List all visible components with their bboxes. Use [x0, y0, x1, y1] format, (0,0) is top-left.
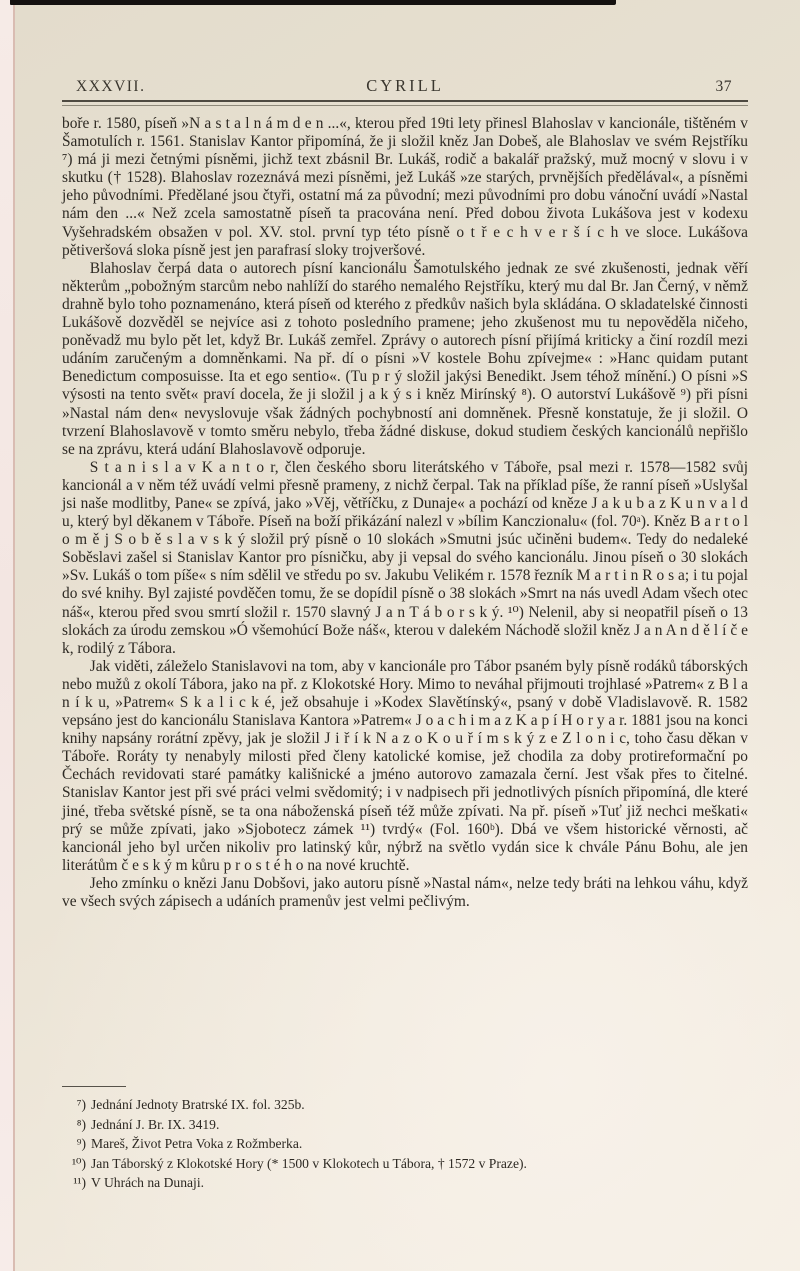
- page-number: 37: [715, 78, 732, 95]
- footnote-item: [62, 1154, 748, 1174]
- paragraph: Jak viděti, záleželo Stanislavovi na tom, aby v kancionále pro Tábor psaném byly písně rodáků táborských nebo mužů z okolí Tábora, jako na př. z Klokotské Hory. Mimo to neváhal přijmouti trojhlasé »Patrem« z B l a n í k u, »Patrem« S k a l i c k é, jež obsahuje i »Kodex Slavětínský«, psaný v době Vladislavově. R. 1582 vepsáno jest do kancionálu Stanislava Kantora »Patrem« J o a c h i m a z K a p í H o r y a r. 1881 jsou na konci knihy napsány rorátní zpěvy, jak je složil J i ř í k N a z o K o u ř í m s k ý z e Z l o n i c, toho času děkan v Táboře. Roráty ty nenabyly milosti před členy katolické komise, jež chodila za doby protireformační po Čechách revidovati staré památky kališnické a jméno autorovo zamazala černí. Jest však přes to čitelné. Stanislav Kantor jest při své práci velmi svědomitý; i v nadpisech při jednotlivých písních připomíná, dle které jiné, třeba světské písně, se ta ona náboženská píseň též může zpívati. Na př. píseň »Tuť již nechci meškati« prý se může zpívati, jako »Sjobotecz zámek ¹¹) tvrdý« (Fol. 160ᵇ). Dbá ve všem historické věrnosti, ač kancionál jeho byl určen nikoliv pro latinský kůr, nýbrž na světlo vydán sice k chvále Pánu Bohu, ale jen literátům č e s k ý m kůru p r o s t é h o na nové kruchtě.: [62, 657, 748, 874]
- footnote-item: [62, 1173, 748, 1193]
- footnote-marker: ⁹): [76, 1136, 86, 1152]
- footnote-text: Jednání J. Br. IX. 3419.: [91, 1116, 220, 1132]
- footnote-text: V Uhrách na Dunaji.: [91, 1175, 204, 1191]
- footnote-item: [62, 1134, 748, 1154]
- paragraph: Jeho zmínku o knězi Janu Dobšovi, jako autoru písně »Nastal nám«, nelze tedy bráti na lehkou váhu, když ve všech svých zápisech a udáních pramenův jest velmi pečlivým.: [62, 874, 748, 911]
- footnote-text: Jednání Jednoty Bratrské IX. fol. 325b.: [91, 1097, 305, 1112]
- page-edge-strip: [0, 0, 15, 1271]
- footnote-marker: ⁷): [76, 1097, 86, 1112]
- footnote-marker: ¹⁰): [71, 1155, 86, 1171]
- footnote-marker: ¹¹): [73, 1175, 86, 1191]
- footnote-item: [62, 1095, 748, 1115]
- paragraph: S t a n i s l a v K a n t o r, člen českého sboru literátského v Táboře, psal mezi r. 1578—1582 svůj kancionál a v něm též uvádí velmi přesně prameny, z nichž čerpal. Tak na příklad píše, že ranní píseň »Uslyšal jsi naše modlitby, Pane« se zpívá, jako »Věj, větříčku, z Dunaje« a pochází od kněze J a k u b a z K u n v a l d u, který byl děkanem v Táboře. Píseň na boží přikázání nalezl v »bílim Kanczionalu« (fol. 70ᵃ). Kněz B a r t o l o m ě j S o b ě s l a v s k ý složil prý písně o 10 slokách »Smutni jsúc učiněni budem«. Tedy do nedaleké Soběslavi zašel si Stanislav Kantor pro písničku, aby ji vepsal do svého kancionálu. Jinou píseň o 30 slokách »Sv. Lukáš o tom píše« s ním sdělil ve středu po sv. Jakubu Velikém r. 1578 řezník M a r t i n R o s a; i tu pojal do své knihy. Byl zajisté povděčen tomu, že se dopídil písně o 38 slokách »Smrt na nás uvedl Adam všech otec náš«, kterou před svou smrtí složil r. 1570 slavný J a n T á b o r s k ý. ¹⁰) Nelenil, aby si neopatřil píseň o 13 slokách za úrodu zemskou »Ó všemohúcí Bože náš«, kterou v dalekém Náchodě složil kněz J a n A n d ě l í č e k, rodilý z Tábora.: [62, 458, 748, 657]
- paragraph: boře r. 1580, píseň »N a s t a l n á m d e n ...«, kterou před 19ti lety přinesl Blahoslav v kancionále, tištěném v Šamotulích r. 1561. Stanislav Kantor připomíná, že ji složil kněz Jan Dobeš, ale Blahoslav ve svém Rejstříku ⁷) má ji mezi četnými písněmi, jichž text zbásnil Br. Lukáš, rodič a bakalář pražský, muž mocný v slovu i v skutku († 1528). Blahoslav rozeznává mezi písněmi, jež Lukáš »ze starých, prvnějších předělával«, a písněmi jeho původními. Předělané jsou čtyři, ostatní má za původní; mezi původními pro dobu vánoční uvádí »Nastal nám den ...« Než zcela samostatně píseň ta pracována není. Před dobou života Lukášova jest v kodexu Vyšehradském obsažen v pol. XV. stol. první typ této písně o t ř e c h v e r š í c h ve sloce. Lukášova pětiveršová sloka písně jest jen parafrasí sloky trojveršové.: [62, 115, 748, 259]
- journal-title: CYRILL: [366, 76, 444, 95]
- scan-top-shadow: [10, 0, 616, 5]
- footnote-section: [62, 1086, 748, 1193]
- footnote-separator: [62, 1086, 126, 1087]
- running-header: [62, 74, 748, 96]
- footnote-item: [62, 1115, 748, 1135]
- volume-number: XXXVII.: [76, 78, 146, 95]
- page-content: [62, 74, 748, 911]
- footnotes-list: [62, 1095, 748, 1193]
- header-rule: [62, 100, 748, 106]
- article-body: [62, 115, 748, 911]
- footnote-text: Jan Táborský z Klokotské Hory (* 1500 v Klokotech u Tábora, † 1572 v Praze).: [91, 1155, 527, 1171]
- footnote-text: Mareš, Život Petra Voka z Rožmberka.: [91, 1136, 303, 1152]
- paragraph: Blahoslav čerpá data o autorech písní kancionálu Šamotulského jednak ze své zkušenosti, jednak věří některům „pobožným starcům nebo nahlíží do starého nemalého Rejstříku, který mu dal Br. Jan Černý, v němž drahně bylo toho poznamenáno, která píseň od kterého z předkův našich byla skládána. O skladatelské činnosti Lukášově dozvěděl se nejvíce asi z tohoto posledního pramene; jeho zkušenost mu tu nepověděla ničeho, poněvadž mu bylo pět let, když Br. Lukáš zemřel. Zprávy o autorech písní přijímá kriticky a činí rozdíl mezi udáním zaručeným a domněnkami. Na př. dí o písni »V kostele Bohu zpívejme« : »Hanc quidam putant Benedictum composuisse. Ita et ego sentio«. (Tu p r ý složil jakýsi Benedikt. Jsem téhož mínění.) O písni »S výsosti na tento svět« praví docela, že ji složil j a k ý s i kněz Mirínský ⁸). O autorství Lukášově ⁹) při písni »Nastal nám den« nevyslovuje však žádných pochybností ani domněnek. Přesně konstatuje, že ji složil. O tvrzení Blahoslavově v tomto směru nebylo, třeba žádné diskuse, dokud studiem českých kancionálů nepřišlo se na zprávu, která udání Blahoslavově odporuje.: [62, 259, 748, 458]
- footnote-marker: ⁸): [76, 1116, 86, 1132]
